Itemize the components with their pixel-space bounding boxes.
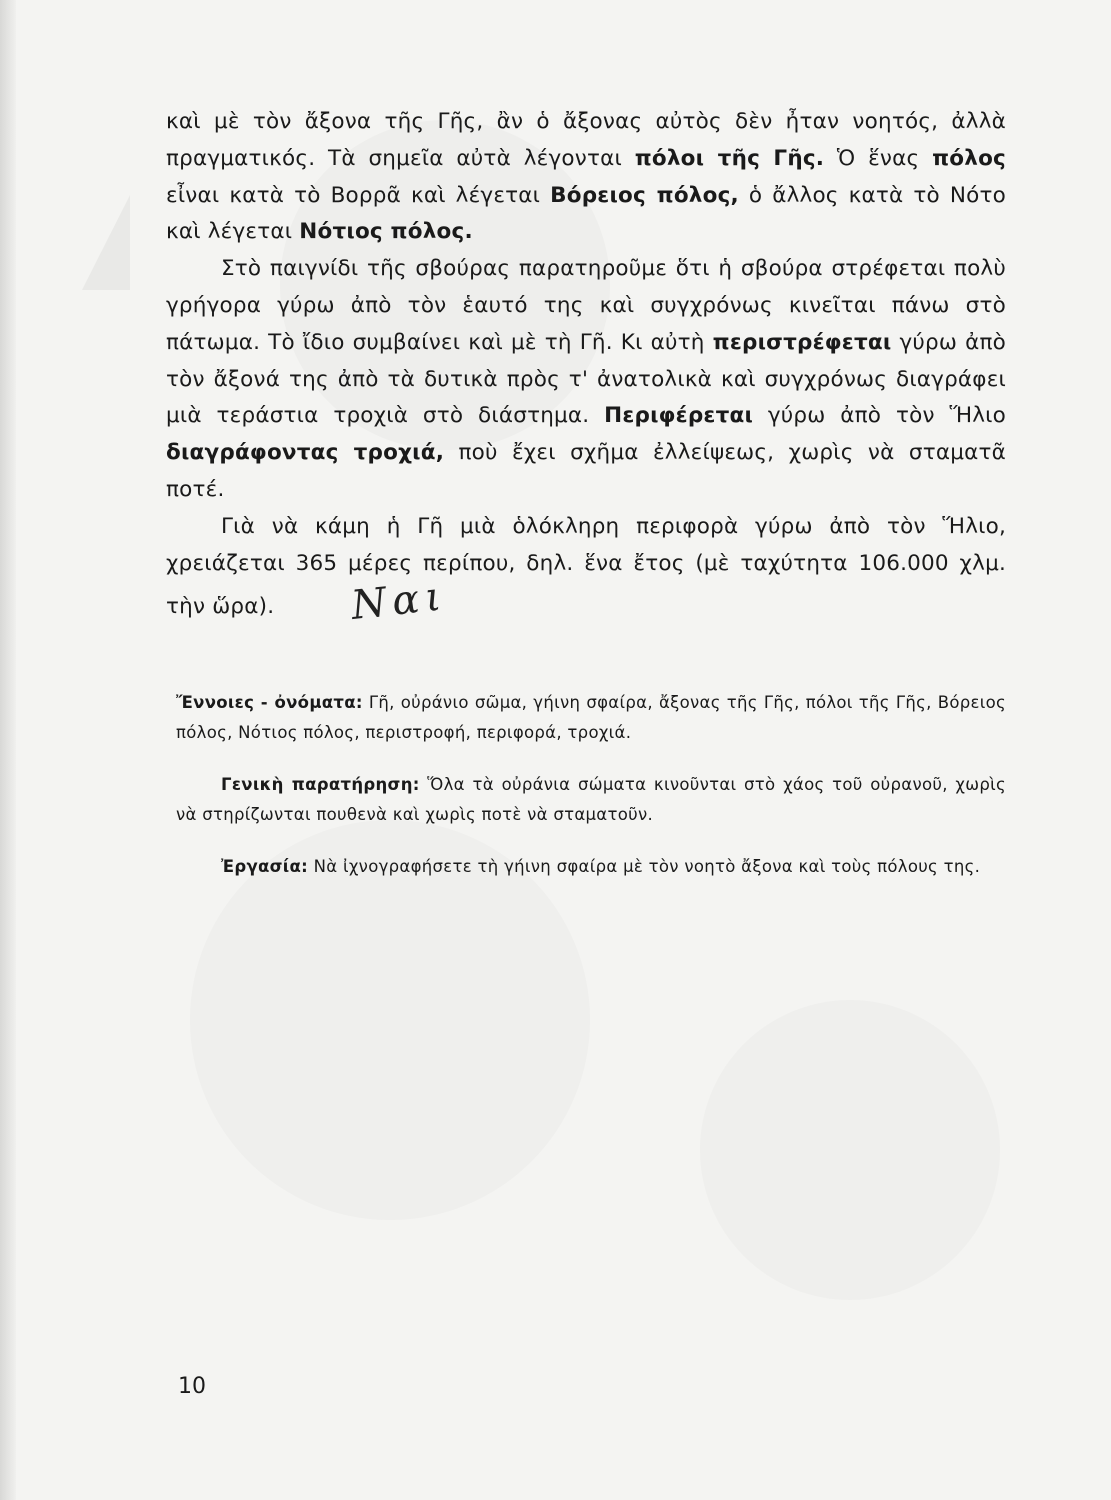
text-run: Γιὰ νὰ κάμη ἡ Γῆ μιὰ ὁλόκληρη περιφορὰ γύρω ἀπὸ τὸν Ἥλιο, χρειάζεται 365 μέρες περίπου, δηλ. ἕνα ἔτος (μὲ ταχύτητα 106.000 χλμ. τὴν ὥρα). [166, 513, 1006, 620]
task-note [176, 852, 1006, 882]
handwritten-note: Ναι [349, 573, 450, 630]
show-through-mark [82, 195, 130, 290]
text-run: γύρω ἀπὸ τὸν Ἥλιο [753, 403, 1006, 429]
text-run: Ὁ ἕνας [824, 145, 933, 171]
page-number: 10 [178, 1374, 206, 1399]
observation-label: Γενικὴ παρατήρηση: [221, 775, 420, 794]
show-through-globe-right [700, 1000, 1000, 1300]
concepts-label: Ἔννοιες - ὀνόματα: [176, 693, 363, 712]
paragraph-rotation [166, 251, 1006, 509]
task-text: Νὰ ἰχνογραφήσετε τὴ γήινη σφαίρα μὲ τὸν νοητὸ ἄξονα καὶ τοὺς πόλους της. [308, 857, 981, 876]
main-text [166, 104, 1007, 630]
term-south-pole: Νότιος πόλος. [299, 219, 473, 245]
term-north-pole: Βόρειος πόλος, [550, 182, 739, 208]
paragraph-year [166, 509, 1006, 630]
text-run: Στὸ παιγνίδι τῆς σβούρας παρατηροῦμε ὅτι ἡ σβούρα στρέφεται πολὺ γρήγορα γύρω ἀπὸ τὸν ἑαυτό της καὶ συγχρόνως κινεῖται πάνω στὸ πάτωμα. Τὸ ἴδιο συμβαίνει καὶ μὲ τὴ Γῆ. Κι αὐτὴ [166, 256, 1006, 355]
term-poles: πόλοι τῆς Γῆς. [634, 145, 825, 171]
text-run: ποὺ ἔχει σχῆμα ἐλλείψεως, χωρὶς νὰ σταματᾶ ποτέ. [166, 440, 1006, 502]
text-run: γύρω ἀπὸ τὸν ἄξονά της ἀπὸ τὰ δυτικὰ πρὸς τ' ἀνατολικὰ καὶ συγχρόνως διαγράφει μιὰ τεράστια τροχιὰ στὸ διάστημα. [166, 329, 1006, 429]
term-orbit: διαγράφοντας τροχιά, [166, 440, 445, 466]
term-pole: πόλος [932, 145, 1006, 171]
observation-note [176, 770, 1006, 830]
concepts-note [176, 688, 1006, 748]
text-run: εἶναι κατὰ τὸ Βορρᾶ καὶ λέγεται [166, 182, 551, 208]
term-revolves: Περιφέρεται [604, 403, 754, 429]
paragraph-poles [166, 104, 1006, 251]
text-run: καὶ μὲ τὸν ἄξονα τῆς Γῆς, ἂν ὁ ἄξονας αὐτὸς δὲν ἦταν νοητός, ἀλλὰ πραγματικός. Τὰ σημεῖα αὐτὰ λέγονται [166, 109, 1006, 171]
notes-section [176, 688, 1006, 904]
observation-text: Ὅλα τὰ οὐράνια σώματα κινοῦνται στὸ χάος τοῦ οὐρανοῦ, χωρὶς νὰ στηρίζωνται πουθενὰ καὶ χωρὶς ποτὲ νὰ σταματοῦν. [176, 775, 1006, 824]
task-label: Ἐργασία: [221, 857, 309, 876]
page-edge [0, 0, 16, 1500]
text-run: ὁ ἄλλος κατὰ τὸ Νότο καὶ λέγεται [166, 182, 1007, 245]
concepts-text: Γῆ, οὐράνιο σῶμα, γήινη σφαίρα, ἄξονας τῆς Γῆς, πόλοι τῆς Γῆς, Βόρειος πόλος, Νότιος πόλος, περιστροφή, περιφορά, τροχιά. [176, 693, 1006, 742]
term-rotates: περιστρέφεται [712, 329, 892, 355]
